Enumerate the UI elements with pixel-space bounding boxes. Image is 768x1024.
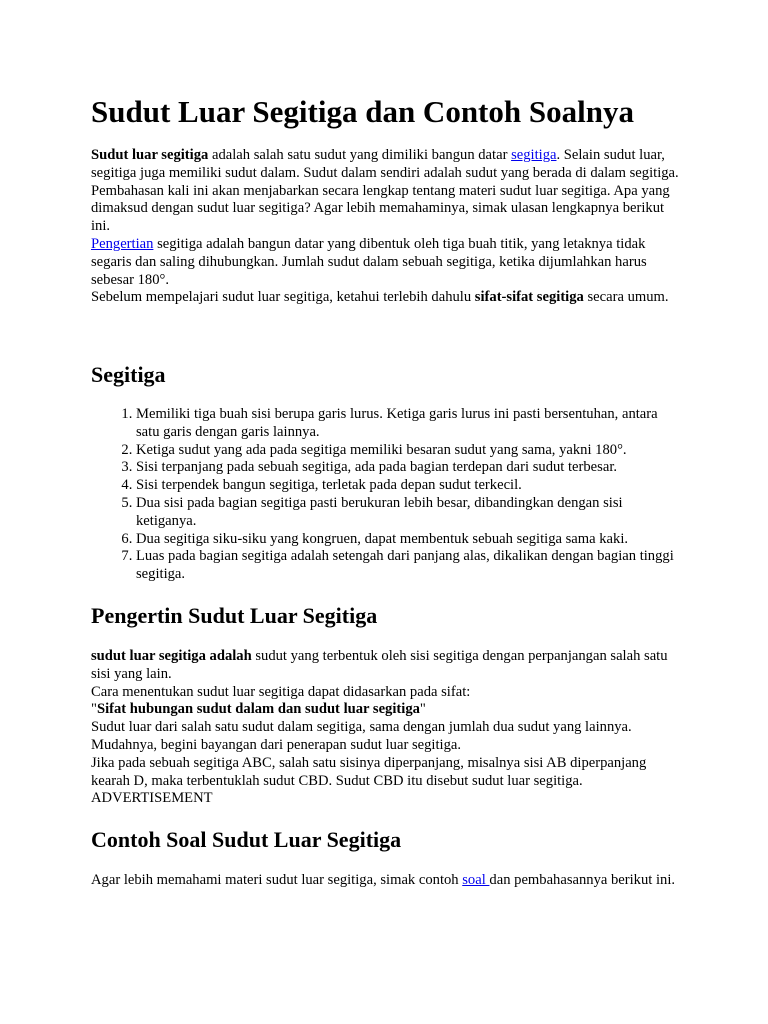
properties-section xyxy=(91,406,681,584)
example-text: Agar lebih memahami materi sudut luar segitiga, simak contoh xyxy=(91,872,463,888)
link-soal[interactable]: soal xyxy=(462,872,490,888)
intro-text: . Selain sudut luar, segitiga juga memiliki sudut dalam. Sudut dalam sendiri adalah sudut yang berada di dalam segitiga. xyxy=(91,147,679,181)
heading-pengertian: Pengertin Sudut Luar Segitiga xyxy=(91,603,378,628)
advertisement-label: ADVERTISEMENT xyxy=(91,790,213,807)
definition-bold-term: sudut luar segitiga adalah xyxy=(91,648,252,664)
properties-list xyxy=(91,406,681,584)
intro-paragraph-4 xyxy=(91,289,681,307)
intro-text: secara umum. xyxy=(583,289,669,306)
example-paragraph-1 xyxy=(91,872,681,890)
list-item: 1. Memiliki tiga buah sisi berupa garis lurus. Ketiga garis lurus ini pasti bersentuhan, antara satu garis dengan garis lainnya. xyxy=(136,406,681,442)
link-segitiga[interactable]: segitiga xyxy=(511,147,557,163)
quote-mark: " xyxy=(91,701,97,718)
list-item: 4. Sisi terpendek bangun segitiga, terletak pada depan sudut terkecil. xyxy=(136,477,681,495)
intro-paragraph-1 xyxy=(91,147,681,183)
intro-bold-text: sifat-sifat segitiga xyxy=(474,289,584,306)
intro-paragraph-3 xyxy=(91,236,681,289)
definition-bold-rule: Sifat hubungan sudut dalam dan sudut luar segitiga xyxy=(96,701,420,718)
list-item: 7. Luas pada bagian segitiga adalah setengah dari panjang alas, dikalikan dengan bagian tinggi segitiga. xyxy=(136,548,681,584)
example-section xyxy=(91,872,681,890)
list-item: 6. Dua segitiga siku-siku yang kongruen, dapat membentuk sebuah segitiga sama kaki. xyxy=(136,531,681,549)
intro-text: segitiga adalah bangun datar yang dibentuk oleh tiga buah titik, yang letaknya tidak segaris dan saling dihubungkan. Jumlah sudut dalam sebuah segitiga, ketika dijumlahkan harus sebesar 180°. xyxy=(91,235,647,288)
definition-paragraph-1 xyxy=(91,648,681,684)
quote-mark: " xyxy=(419,701,426,718)
list-item: 3. Sisi terpanjang pada sebuah segitiga, ada pada bagian terdepan dari sudut terbesar. xyxy=(136,459,681,477)
definition-section xyxy=(91,648,681,808)
link-pengertian[interactable]: Pengertian xyxy=(91,235,154,252)
definition-paragraph-6: Jika pada sebuah segitiga ABC, salah satu sisinya diperpanjang, misalnya sisi AB diperpanjang kearah D, maka terbentuklah sudut CBD. Sudut CBD itu disebut sudut luar segitiga. xyxy=(91,754,647,789)
definition-paragraph-3 xyxy=(91,701,681,719)
intro-term-bold: Sudut luar segitiga xyxy=(91,147,209,163)
intro-text: adalah salah satu sudut yang dimiliki bangun datar xyxy=(208,147,512,163)
page-title: Sudut Luar Segitiga dan Contoh Soalnya xyxy=(91,94,634,129)
intro-text: Sebelum mempelajari sudut luar segitiga, ketahui terlebih dahulu xyxy=(91,289,475,306)
list-item: 2. Ketiga sudut yang ada pada segitiga memiliki besaran sudut yang sama, yakni 180°. xyxy=(136,442,681,460)
heading-contoh-soal: Contoh Soal Sudut Luar Segitiga xyxy=(91,827,402,852)
list-item: 5. Dua sisi pada bagian segitiga pasti berukuran lebih besar, dibandingkan dengan sisi ketiganya. xyxy=(136,495,681,531)
definition-text: sudut yang terbentuk oleh sisi segitiga dengan perpanjangan salah satu sisi yang lain. xyxy=(91,648,668,682)
intro-section xyxy=(91,147,681,307)
definition-paragraph-4: Sudut luar dari salah satu sudut dalam segitiga, sama dengan jumlah dua sudut yang lainnya. xyxy=(91,719,632,736)
definition-paragraph-2: Cara menentukan sudut luar segitiga dapat didasarkan pada sifat: xyxy=(91,683,471,700)
example-text: dan pembahasannya berikut ini. xyxy=(489,872,676,888)
intro-paragraph-2: Pembahasan kali ini akan menjabarkan secara lengkap tentang materi sudut luar segitiga. Apa yang dimaksud dengan sudut luar segitiga? Agar lebih memahaminya, simak ulasan lengkapnya berikut ini. xyxy=(91,182,670,235)
definition-paragraph-5: Mudahnya, begini bayangan dari penerapan sudut luar segitiga. xyxy=(91,736,461,753)
heading-segitiga: Segitiga xyxy=(91,362,166,387)
